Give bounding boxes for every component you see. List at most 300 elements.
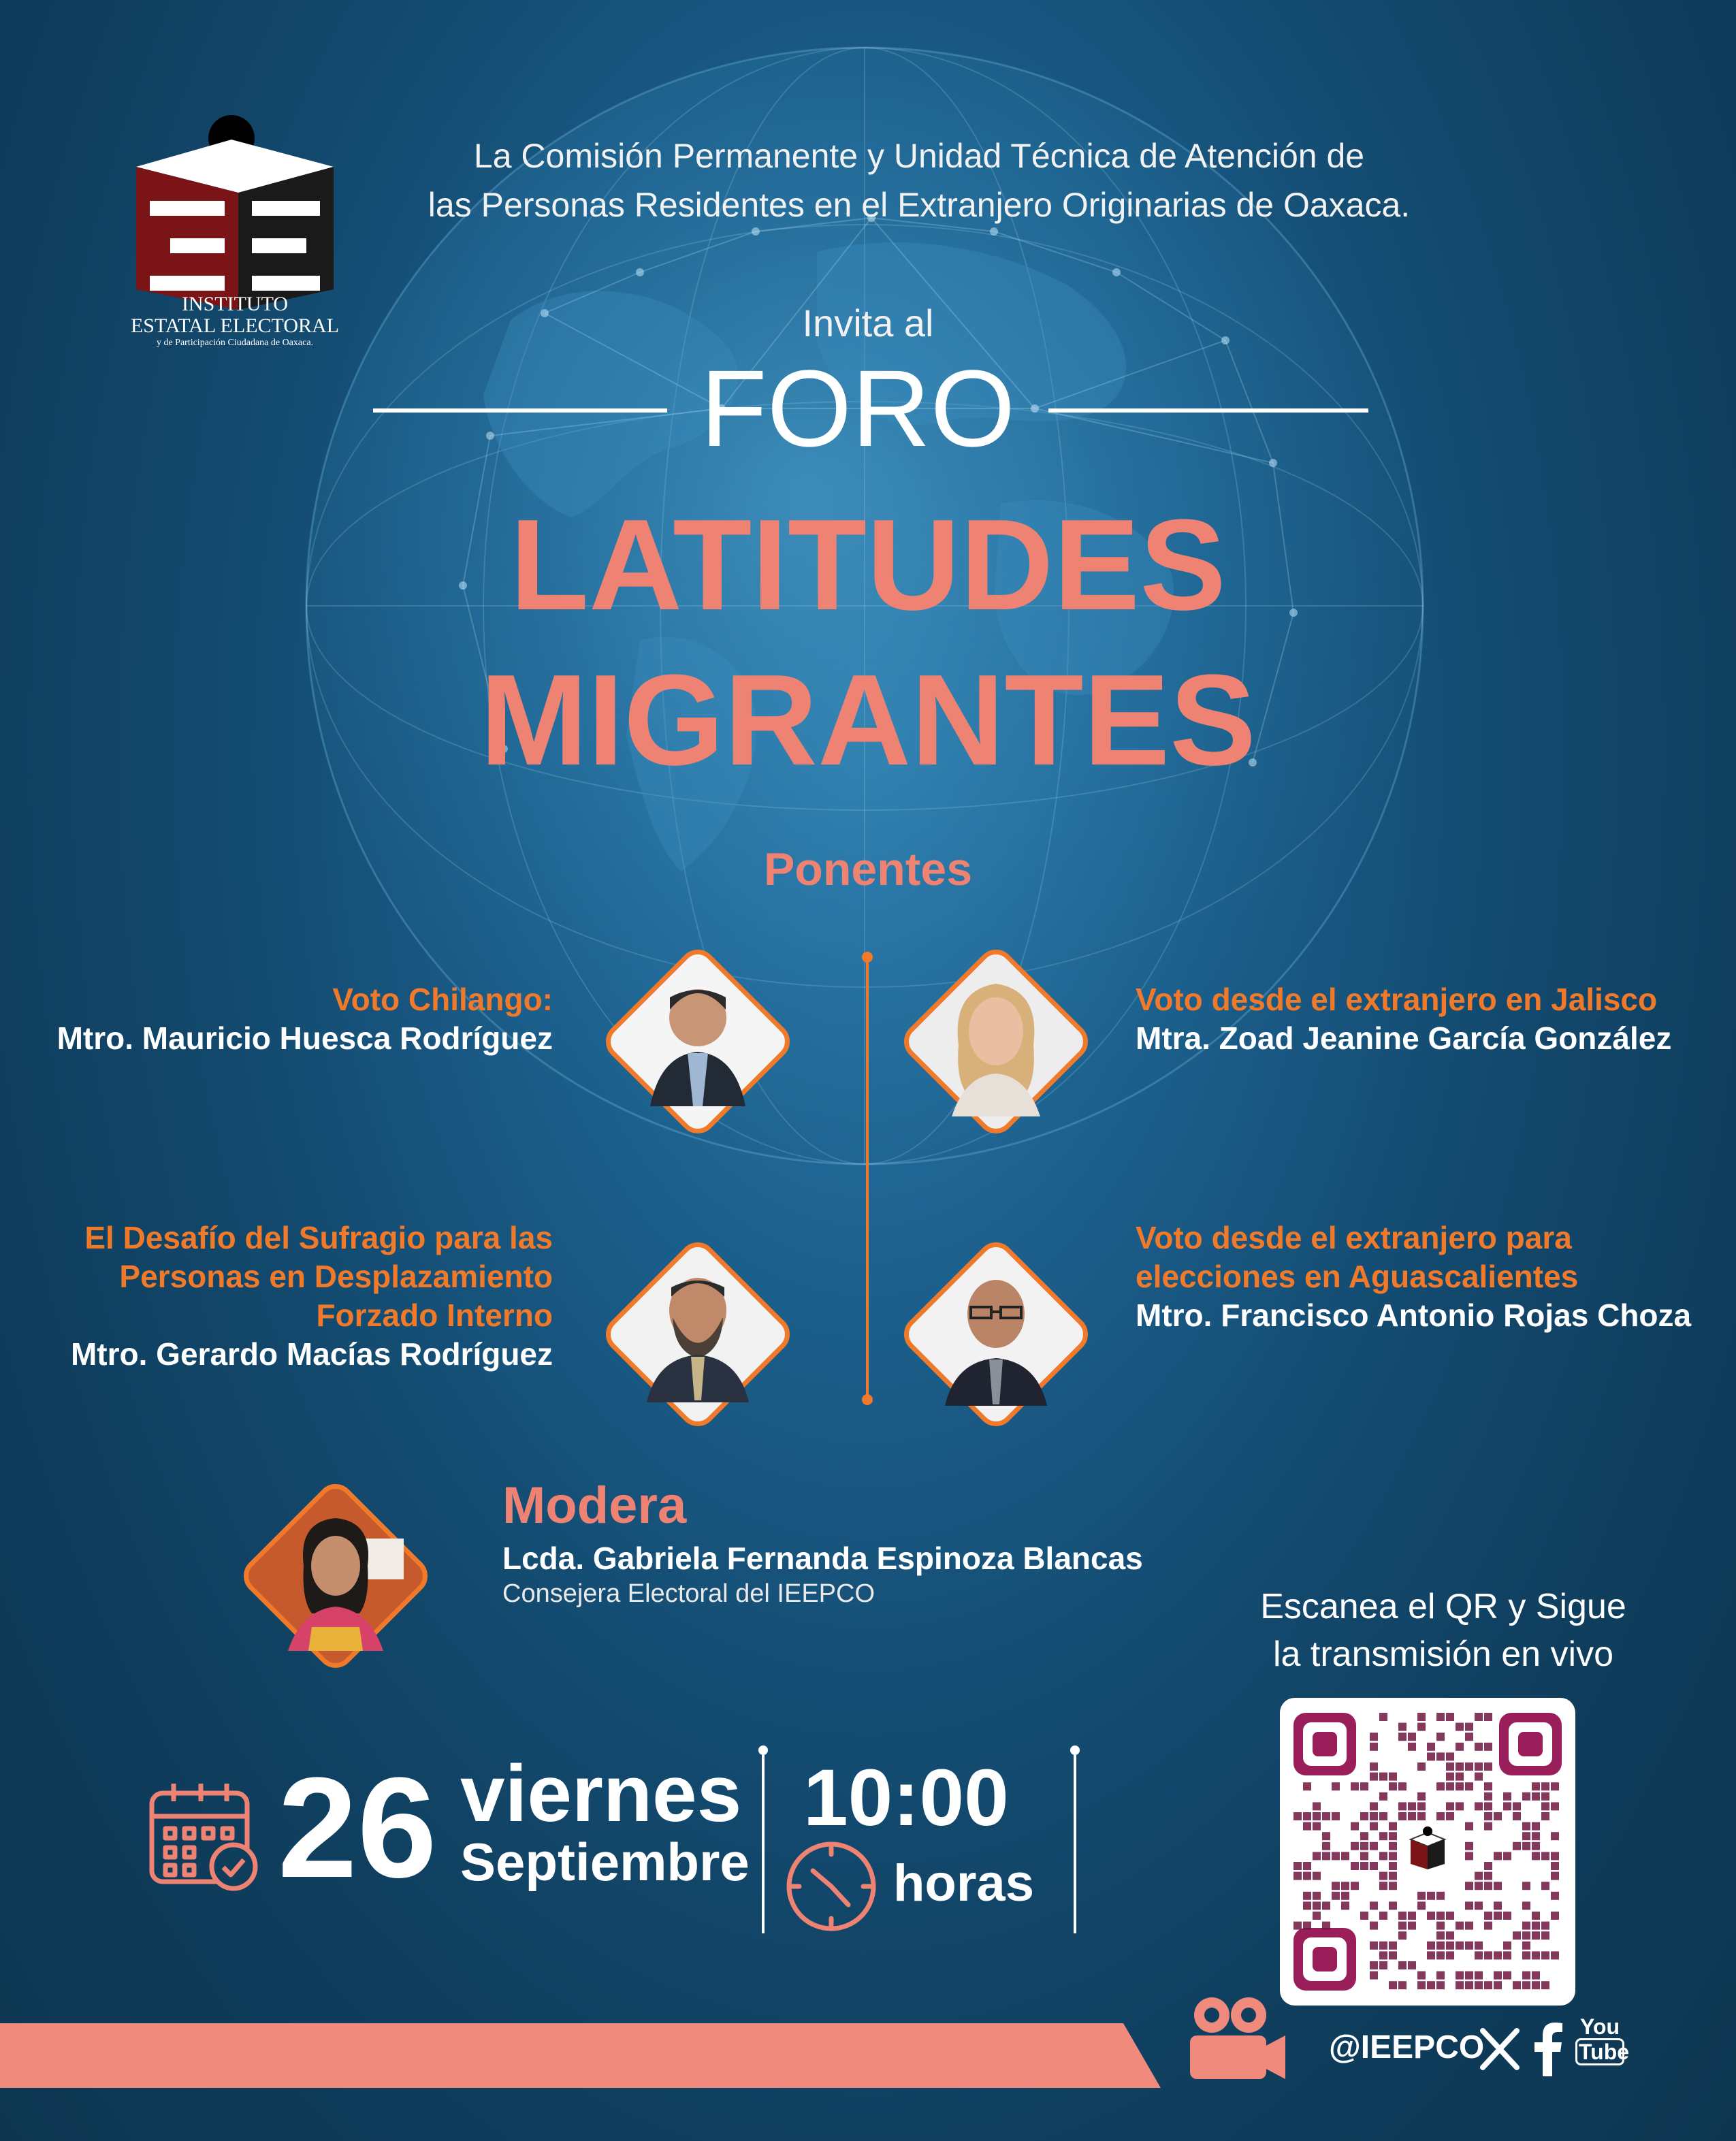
qr-module bbox=[1503, 1802, 1511, 1810]
qr-module bbox=[1322, 1852, 1330, 1860]
qr-module bbox=[1475, 1743, 1483, 1751]
qr-module bbox=[1313, 1872, 1321, 1880]
qr-module bbox=[1322, 1901, 1330, 1910]
qr-module bbox=[1484, 1713, 1492, 1721]
video-camera-icon bbox=[1186, 1995, 1288, 2083]
speaker-divider bbox=[866, 957, 869, 1400]
qr-module bbox=[1551, 1892, 1559, 1900]
qr-module bbox=[1456, 1762, 1464, 1771]
qr-module bbox=[1436, 1812, 1445, 1820]
qr-module bbox=[1398, 1802, 1407, 1810]
logo-text-line1: INSTITUTO bbox=[181, 293, 289, 315]
qr-module bbox=[1446, 1802, 1454, 1810]
qr-module bbox=[1389, 1981, 1397, 1989]
logo-text-line2: ESTATAL ELECTORAL bbox=[130, 315, 339, 337]
qr-module bbox=[1389, 1862, 1397, 1870]
qr-module bbox=[1465, 1822, 1473, 1831]
qr-module bbox=[1341, 1892, 1349, 1900]
qr-module bbox=[1475, 1773, 1483, 1781]
qr-module bbox=[1408, 1743, 1416, 1751]
qr-module bbox=[1332, 1892, 1340, 1900]
header-line1: La Comisión Permanente y Unidad Técnica de Atención de bbox=[473, 137, 1365, 175]
speaker-1-photo bbox=[585, 929, 810, 1154]
qr-module bbox=[1370, 1901, 1378, 1910]
speaker-2-name: Mtra. Zoad Jeanine García González bbox=[1136, 1020, 1672, 1056]
qr-module bbox=[1351, 1842, 1359, 1850]
qr-module bbox=[1379, 1872, 1387, 1880]
qr-module bbox=[1436, 1733, 1445, 1741]
qr-module bbox=[1417, 1812, 1426, 1820]
qr-module bbox=[1332, 1852, 1340, 1860]
qr-module bbox=[1436, 1782, 1445, 1790]
qr-module bbox=[1408, 1733, 1416, 1741]
qr-module bbox=[1303, 1901, 1311, 1910]
qr-module bbox=[1398, 1922, 1407, 1930]
qr-module bbox=[1456, 1743, 1464, 1751]
youtube-text-line1: You bbox=[1579, 2014, 1620, 2039]
qr-module bbox=[1360, 1862, 1368, 1870]
qr-module bbox=[1379, 1812, 1387, 1820]
qr-caption-line2: la transmisión en vivo bbox=[1273, 1635, 1613, 1674]
qr-module bbox=[1465, 1971, 1473, 1980]
qr-module bbox=[1532, 1931, 1540, 1939]
qr-module bbox=[1475, 1762, 1483, 1771]
qr-module bbox=[1446, 1713, 1454, 1721]
title-rule-left bbox=[373, 408, 667, 413]
qr-module bbox=[1370, 1802, 1378, 1810]
qr-module bbox=[1351, 1822, 1359, 1831]
qr-module bbox=[1503, 1792, 1511, 1801]
qr-module bbox=[1532, 1782, 1540, 1790]
qr-module bbox=[1360, 1852, 1368, 1860]
qr-module bbox=[1522, 1832, 1530, 1840]
qr-module bbox=[1456, 1942, 1464, 1950]
qr-module bbox=[1303, 1922, 1311, 1930]
qr-module bbox=[1465, 1842, 1473, 1850]
qr-module bbox=[1389, 1822, 1397, 1831]
qr-module bbox=[1351, 1782, 1359, 1790]
qr-module bbox=[1379, 1792, 1387, 1801]
qr-module bbox=[1379, 1912, 1387, 1920]
speaker-1-topic: Voto Chilango: bbox=[332, 982, 553, 1017]
qr-module bbox=[1351, 1862, 1359, 1870]
qr-module bbox=[1427, 1951, 1435, 1959]
qr-module bbox=[1436, 1922, 1445, 1930]
qr-module bbox=[1465, 1723, 1473, 1731]
qr-module bbox=[1398, 1912, 1407, 1920]
qr-module bbox=[1484, 1743, 1492, 1751]
qr-module bbox=[1513, 1981, 1521, 1989]
qr-module bbox=[1313, 1892, 1321, 1900]
time-divider-left bbox=[762, 1755, 765, 1933]
qr-module bbox=[1484, 1822, 1492, 1831]
invite-text: Invita al bbox=[802, 302, 934, 344]
qr-module bbox=[1360, 1912, 1368, 1920]
qr-module bbox=[1484, 1862, 1492, 1870]
qr-module bbox=[1370, 1822, 1378, 1831]
x-icon[interactable] bbox=[1476, 2025, 1524, 2073]
qr-module bbox=[1532, 1832, 1540, 1840]
qr-module bbox=[1446, 1752, 1454, 1760]
qr-module bbox=[1370, 1961, 1378, 1969]
qr-module bbox=[1436, 1951, 1445, 1959]
qr-module bbox=[1370, 1971, 1378, 1980]
qr-module bbox=[1427, 1752, 1435, 1760]
speaker-4-topic-line2: elecciones en Aguascalientes bbox=[1136, 1259, 1579, 1294]
qr-module bbox=[1465, 1852, 1473, 1860]
moderator-role: Consejera Electoral del IEEPCO bbox=[502, 1579, 875, 1608]
qr-module bbox=[1522, 1882, 1530, 1890]
qr-module bbox=[1370, 1862, 1378, 1870]
qr-module bbox=[1465, 1733, 1473, 1741]
qr-module bbox=[1551, 1832, 1559, 1840]
qr-module bbox=[1522, 1842, 1530, 1850]
event-month: Septiembre bbox=[460, 1832, 750, 1892]
qr-module bbox=[1436, 1931, 1445, 1939]
qr-module bbox=[1370, 1733, 1378, 1741]
qr-caption-line1: Escanea el QR y Sigue bbox=[1260, 1587, 1626, 1626]
qr-module bbox=[1551, 1872, 1559, 1880]
qr-module bbox=[1389, 1872, 1397, 1880]
speaker-2-topic: Voto desde el extranjero en Jalisco bbox=[1136, 982, 1658, 1017]
qr-module bbox=[1313, 1822, 1321, 1831]
qr-module bbox=[1551, 1782, 1559, 1790]
speaker-3-topic-line2: Personas en Desplazamiento bbox=[119, 1259, 553, 1294]
qr-module bbox=[1389, 1832, 1397, 1840]
qr-module bbox=[1303, 1812, 1311, 1820]
qr-module bbox=[1484, 1812, 1492, 1820]
qr-module bbox=[1389, 1852, 1397, 1860]
qr-module bbox=[1398, 1723, 1407, 1731]
qr-module bbox=[1522, 1942, 1530, 1950]
qr-module bbox=[1522, 1901, 1530, 1910]
qr-module bbox=[1541, 1782, 1549, 1790]
qr-module bbox=[1427, 1892, 1435, 1900]
qr-module bbox=[1484, 1762, 1492, 1771]
qr-module bbox=[1503, 1942, 1511, 1950]
qr-module bbox=[1513, 1842, 1521, 1850]
qr-module bbox=[1532, 1792, 1540, 1801]
qr-module bbox=[1303, 1892, 1311, 1900]
title-line2: MIGRANTES bbox=[480, 648, 1256, 792]
qr-module bbox=[1417, 1792, 1426, 1801]
qr-module bbox=[1341, 1882, 1349, 1890]
qr-module bbox=[1484, 1792, 1492, 1801]
event-weekday: viernes bbox=[460, 1749, 742, 1839]
qr-module bbox=[1313, 1802, 1321, 1810]
time-divider-dot-left bbox=[758, 1745, 768, 1755]
qr-module bbox=[1541, 1882, 1549, 1890]
qr-module bbox=[1322, 1842, 1330, 1850]
qr-module bbox=[1379, 1951, 1387, 1959]
qr-module bbox=[1551, 1862, 1559, 1870]
qr-module bbox=[1494, 1901, 1502, 1910]
qr-module bbox=[1293, 1922, 1302, 1930]
qr-module bbox=[1503, 1971, 1511, 1980]
qr-module bbox=[1313, 1912, 1321, 1920]
qr-module bbox=[1370, 1762, 1378, 1771]
qr-module bbox=[1322, 1922, 1330, 1930]
qr-module bbox=[1503, 1912, 1511, 1920]
qr-module bbox=[1541, 1981, 1549, 1989]
qr-module bbox=[1541, 1802, 1549, 1810]
qr-module bbox=[1541, 1792, 1549, 1801]
qr-module bbox=[1398, 1812, 1407, 1820]
qr-module bbox=[1551, 1951, 1559, 1959]
qr-module bbox=[1398, 1733, 1407, 1741]
qr-module bbox=[1465, 1981, 1473, 1989]
qr-module bbox=[1379, 1713, 1387, 1721]
qr-module bbox=[1389, 1901, 1397, 1910]
qr-module bbox=[1436, 1971, 1445, 1980]
qr-module bbox=[1303, 1782, 1311, 1790]
qr-module bbox=[1446, 1942, 1454, 1950]
qr-module bbox=[1389, 1942, 1397, 1950]
qr-module bbox=[1541, 1951, 1549, 1959]
moderator-photo bbox=[223, 1464, 448, 1688]
qr-module bbox=[1494, 1852, 1502, 1860]
qr-module bbox=[1484, 1802, 1492, 1810]
qr-module bbox=[1494, 1812, 1502, 1820]
footer-stripe bbox=[0, 2023, 1164, 2088]
facebook-icon[interactable] bbox=[1532, 2022, 1563, 2076]
time-divider-dot-right bbox=[1070, 1745, 1080, 1755]
qr-module bbox=[1417, 1713, 1426, 1721]
qr-module bbox=[1351, 1882, 1359, 1890]
qr-module bbox=[1456, 1971, 1464, 1980]
qr-module bbox=[1303, 1872, 1311, 1880]
qr-module bbox=[1408, 1802, 1416, 1810]
qr-module bbox=[1293, 1872, 1302, 1880]
qr-module bbox=[1484, 1782, 1492, 1790]
qr-module bbox=[1446, 1773, 1454, 1781]
qr-module bbox=[1398, 1981, 1407, 1989]
qr-module bbox=[1494, 1882, 1502, 1890]
qr-module bbox=[1303, 1822, 1311, 1831]
qr-module bbox=[1379, 1852, 1387, 1860]
event-time: 10:00 bbox=[803, 1753, 1009, 1843]
qr-module bbox=[1503, 1951, 1511, 1959]
qr-module bbox=[1465, 1762, 1473, 1771]
qr-module bbox=[1417, 1892, 1426, 1900]
qr-module bbox=[1332, 1812, 1340, 1820]
qr-module bbox=[1389, 1782, 1397, 1790]
qr-module bbox=[1389, 1773, 1397, 1781]
qr-module bbox=[1293, 1862, 1302, 1870]
qr-module bbox=[1513, 1931, 1521, 1939]
qr-module bbox=[1475, 1901, 1483, 1910]
speaker-3-photo bbox=[585, 1222, 810, 1447]
qr-module bbox=[1370, 1812, 1378, 1820]
speaker-2-photo bbox=[884, 929, 1108, 1154]
qr-module bbox=[1456, 1981, 1464, 1989]
speaker-2-text bbox=[1136, 980, 1701, 1058]
qr-module bbox=[1360, 1782, 1368, 1790]
qr-module bbox=[1379, 1882, 1387, 1890]
speaker-4-photo bbox=[884, 1222, 1108, 1447]
youtube-icon[interactable] bbox=[1575, 2014, 1630, 2065]
qr-module bbox=[1484, 1981, 1492, 1989]
qr-module bbox=[1332, 1882, 1340, 1890]
qr-module bbox=[1484, 1882, 1492, 1890]
foro-title: FORO bbox=[700, 347, 1016, 469]
qr-module bbox=[1417, 1971, 1426, 1980]
qr-module bbox=[1322, 1812, 1330, 1820]
qr-module bbox=[1465, 1942, 1473, 1950]
qr-module bbox=[1475, 1882, 1483, 1890]
qr-module bbox=[1475, 1872, 1483, 1880]
social-handle[interactable]: @IEEPCO bbox=[1329, 2029, 1485, 2065]
qr-module bbox=[1427, 1942, 1435, 1950]
qr-module bbox=[1532, 1822, 1540, 1831]
qr-module bbox=[1484, 1912, 1492, 1920]
qr-module bbox=[1370, 1773, 1378, 1781]
qr-module bbox=[1379, 1942, 1387, 1950]
qr-module bbox=[1484, 1872, 1492, 1880]
qr-module bbox=[1370, 1942, 1378, 1950]
speakers-heading: Ponentes bbox=[763, 843, 973, 895]
qr-module bbox=[1446, 1782, 1454, 1790]
qr-module bbox=[1408, 1922, 1416, 1930]
qr-module bbox=[1513, 1802, 1521, 1810]
qr-module bbox=[1436, 1752, 1445, 1760]
header-line2: las Personas Residentes en el Extranjero Originarias de Oaxaca. bbox=[428, 186, 1411, 224]
qr-module bbox=[1379, 1832, 1387, 1840]
qr-module bbox=[1551, 1912, 1559, 1920]
qr-module bbox=[1341, 1852, 1349, 1860]
qr-code[interactable] bbox=[1280, 1698, 1575, 2006]
time-divider-right bbox=[1074, 1755, 1076, 1933]
qr-module bbox=[1379, 1773, 1387, 1781]
qr-module bbox=[1408, 1961, 1416, 1969]
youtube-text-line2: Tube bbox=[1575, 2038, 1624, 2065]
qr-module bbox=[1398, 1782, 1407, 1790]
qr-module bbox=[1551, 1802, 1559, 1810]
qr-module bbox=[1522, 1971, 1530, 1980]
qr-module bbox=[1456, 1773, 1464, 1781]
qr-module bbox=[1494, 1951, 1502, 1959]
qr-module bbox=[1360, 1812, 1368, 1820]
qr-module bbox=[1341, 1901, 1349, 1910]
speaker-1-name: Mtro. Mauricio Huesca Rodríguez bbox=[57, 1020, 553, 1056]
qr-module bbox=[1370, 1743, 1378, 1751]
qr-module bbox=[1532, 1912, 1540, 1920]
qr-module bbox=[1332, 1782, 1340, 1790]
qr-module bbox=[1427, 1981, 1435, 1989]
qr-module bbox=[1465, 1782, 1473, 1790]
qr-module bbox=[1532, 1922, 1540, 1930]
qr-module bbox=[1436, 1713, 1445, 1721]
qr-module bbox=[1408, 1912, 1416, 1920]
qr-module bbox=[1475, 1951, 1483, 1959]
qr-module bbox=[1389, 1951, 1397, 1959]
qr-module bbox=[1370, 1842, 1378, 1850]
qr-module bbox=[1522, 1792, 1530, 1801]
qr-module bbox=[1389, 1882, 1397, 1890]
qr-module bbox=[1417, 1802, 1426, 1810]
qr-module bbox=[1475, 1971, 1483, 1980]
divider-dot-bottom bbox=[862, 1394, 873, 1405]
qr-module bbox=[1446, 1931, 1454, 1939]
qr-module bbox=[1370, 1922, 1378, 1930]
qr-module bbox=[1293, 1812, 1302, 1820]
qr-module bbox=[1475, 1713, 1483, 1721]
qr-module bbox=[1522, 1922, 1530, 1930]
qr-module bbox=[1360, 1832, 1368, 1840]
qr-module bbox=[1465, 1901, 1473, 1910]
speaker-4-text bbox=[1136, 1219, 1714, 1335]
qr-module bbox=[1379, 1961, 1387, 1969]
qr-module bbox=[1494, 1981, 1502, 1989]
qr-module bbox=[1513, 1812, 1521, 1820]
qr-module bbox=[1417, 1723, 1426, 1731]
qr-module bbox=[1313, 1852, 1321, 1860]
qr-module bbox=[1427, 1912, 1435, 1920]
qr-module bbox=[1456, 1782, 1464, 1790]
qr-module bbox=[1494, 1912, 1502, 1920]
qr-module bbox=[1522, 1981, 1530, 1989]
qr-module bbox=[1532, 1971, 1540, 1980]
qr-module bbox=[1484, 1951, 1492, 1959]
event-day-number: 26 bbox=[278, 1748, 437, 1907]
qr-module bbox=[1465, 1922, 1473, 1930]
speaker-3-topic-line3: Forzado Interno bbox=[316, 1298, 553, 1333]
qr-module bbox=[1389, 1842, 1397, 1850]
logo-text-line3: y de Participación Ciudadana de Oaxaca. bbox=[156, 338, 314, 348]
qr-module bbox=[1446, 1762, 1454, 1771]
qr-module bbox=[1417, 1901, 1426, 1910]
qr-module bbox=[1446, 1951, 1454, 1959]
qr-module bbox=[1436, 1892, 1445, 1900]
speaker-3-text bbox=[27, 1219, 553, 1374]
qr-module bbox=[1532, 1981, 1540, 1989]
qr-module bbox=[1398, 1931, 1407, 1939]
qr-module bbox=[1532, 1842, 1540, 1850]
qr-module bbox=[1446, 1912, 1454, 1920]
title-line1: LATITUDES bbox=[510, 493, 1226, 637]
title-rule-right bbox=[1048, 408, 1368, 413]
qr-module bbox=[1313, 1901, 1321, 1910]
qr-module bbox=[1494, 1971, 1502, 1980]
moderator-name: Lcda. Gabriela Fernanda Espinoza Blancas bbox=[502, 1541, 1143, 1576]
qr-module bbox=[1532, 1951, 1540, 1959]
qr-module bbox=[1475, 1802, 1483, 1810]
qr-module bbox=[1541, 1812, 1549, 1820]
moderator-heading: Modera bbox=[502, 1477, 687, 1534]
qr-module bbox=[1522, 1822, 1530, 1831]
qr-module bbox=[1541, 1931, 1549, 1939]
speaker-1-text bbox=[27, 980, 553, 1058]
qr-module bbox=[1360, 1842, 1368, 1850]
qr-module bbox=[1456, 1723, 1464, 1731]
qr-module bbox=[1522, 1931, 1530, 1939]
qr-module bbox=[1551, 1852, 1559, 1860]
qr-module bbox=[1475, 1942, 1483, 1950]
clock-icon bbox=[783, 1838, 880, 1935]
qr-module bbox=[1475, 1981, 1483, 1989]
qr-module bbox=[1541, 1852, 1549, 1860]
qr-module bbox=[1503, 1852, 1511, 1860]
qr-module bbox=[1436, 1912, 1445, 1920]
qr-module bbox=[1456, 1922, 1464, 1930]
qr-module bbox=[1446, 1812, 1454, 1820]
qr-module bbox=[1313, 1812, 1321, 1820]
qr-module bbox=[1456, 1802, 1464, 1810]
qr-module bbox=[1436, 1942, 1445, 1950]
qr-module bbox=[1322, 1832, 1330, 1840]
qr-module bbox=[1532, 1852, 1540, 1860]
speaker-4-name: Mtro. Francisco Antonio Rojas Choza bbox=[1136, 1298, 1692, 1333]
